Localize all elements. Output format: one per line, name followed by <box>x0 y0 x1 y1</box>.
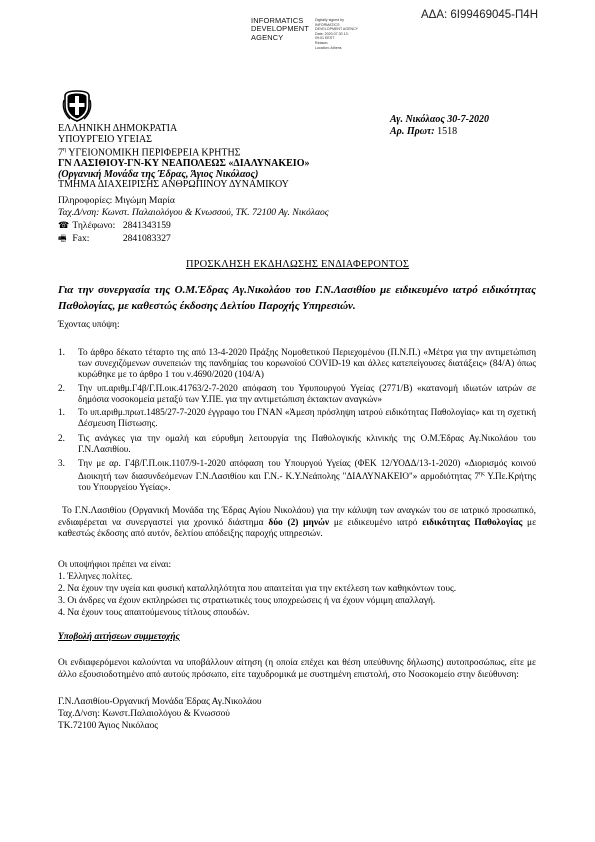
item-text-part: Την με αρ. Γ4β/Γ.Π.οικ.1107/9-1-2020 απόφαση του Υπουργού Υγείας (ΦΕΚ 12/ΥΟΔΔ/13-1-2020) «Διορισμός κοινού Διοικητή των διασυνδεόμενων Γ.Ν.Λασιθίου και Γ.Ν.- Κ.Υ.Νεάπολης "ΔΙΑΛΥΝΑΚΕΙΟ"» αρμοδιότητας 7 <box>78 458 536 482</box>
requirement-item: 3. Οι άνδρες να έχουν εκπληρώσει τις στρατιωτικές τους υποχρεώσεις ή να έχουν νόμιμη απαλλαγή. <box>58 596 436 606</box>
phone-row <box>58 219 329 232</box>
paragraph-text: με ειδικευμένο ιατρό <box>329 517 423 528</box>
duration: δύο (2) μηνών <box>268 517 330 528</box>
paragraph-text: με καθεστώς έκδοσης από αυτόν, δελτίου απόδειξης παροχής υπηρεσιών. <box>58 517 537 540</box>
item-number: 2. <box>58 433 65 443</box>
item-text <box>78 458 536 494</box>
item-number: 2. <box>58 383 65 393</box>
info-line: Πληροφορίες: Μιγώμη Μαρία <box>58 195 175 206</box>
signature-stamp <box>251 17 371 49</box>
address-line: Ταχ.Δ/νση: Κωνστ.Παλαιολόγου & Κνωσσού <box>58 709 230 719</box>
ordinal-suffix: ης <box>479 471 485 478</box>
document-title: ΠΡΟΣΚΛΗΣΗ ΕΚΔΗΛΩΣΗΣ ΕΝΔΙΑΦΕΡΟΝΤΟΣ <box>185 259 410 270</box>
list-item <box>58 407 536 429</box>
item-text: Το υπ.αριθμ.πρωτ.1485/27-7-2020 έγγραφο του ΓΝΑΝ «Άμεση πρόσληψη ιατρού ειδικότητας Παθολογίας» και τη σχετική Δέσμευση Πίστωσης. <box>78 407 536 429</box>
phone-number: 2841343159 <box>122 220 171 231</box>
ordinal-suffix: η <box>63 147 67 154</box>
item-text: Το άρθρο δέκατο τέταρτο της από 13-4-2020 Πράξης Νομοθετικού Περιεχομένου (Π.Ν.Π.) «Μέτρα για την αντιμετώπιση των συνεχιζόμενων συνεπειών της πανδημίας του κορωνοϊού COVID-19 και άλλες κατεπείγουσες διατάξεις» (84/Α) όπως κυρώθηκε με το άρθρο 1 του ν.4690/2020 (104/Α) <box>78 347 536 380</box>
date-block <box>390 114 489 138</box>
signature-line: Digitally signed by <box>315 18 344 22</box>
region-name: ΥΓΕΙΟΝΟΜΙΚΗ ΠΕΡΙΦΕΡΕΙΑ ΚΡΗΤΗΣ <box>66 147 241 159</box>
signature-details <box>315 18 358 50</box>
phone-label: Τηλέφωνο: <box>72 220 116 231</box>
item-text-part: Υ.Πε.Κρήτης του Υπουργείου Υγείας». <box>78 471 536 493</box>
item-number: 1. <box>58 347 65 357</box>
date-line: Αγ. Νικόλαος 30-7-2020 <box>390 114 489 125</box>
requirement-item: 1. Έλληνες πολίτες. <box>58 572 133 582</box>
agency-line: INFORMATICS <box>251 16 304 25</box>
address-line: Ταχ.Δ/νση: Κωνστ. Παλαιολόγου & Κνωσσού, ΤΚ. 72100 Αγ. Νικόλαος <box>58 207 329 218</box>
agency-line: AGENCY <box>251 32 284 42</box>
hospital-name: ΓΝ ΛΑΣΙΘΙΟΥ-ΓΝ-ΚΥ ΝΕΑΠΟΛΕΩΣ «ΔΙΑΛΥΝΑΚΕΙΟ» <box>58 158 310 170</box>
list-item <box>58 433 536 455</box>
header-line: ΕΛΛΗΝΙΚΗ ΔΗΜΟΚΡΑΤΙΑ <box>58 123 178 134</box>
requirement-item: 4. Να έχουν τους απαιτούμενους τίτλους σπουδών. <box>58 608 250 618</box>
paragraph-text: Το Γ.Ν.Λασιθίου (Οργανική Μονάδα της Έδρας Αγίου Νικολάου) για την κάλυψη των αναγκών του σε ιατρικό προσωπικό, ενδιαφέρεται να συνεργαστεί για χρονικό διάστημα <box>58 506 536 528</box>
applications-heading: Υποβολή αιτήσεων συμμετοχής <box>58 632 180 642</box>
signature-line: DEVELOPMENT AGENCY <box>315 27 359 32</box>
region-number: 7 <box>58 147 63 159</box>
unit-name: (Οργανική Μονάδα της Έδρας, Άγιος Νικόλαος) <box>58 168 259 180</box>
having-heading: Έχοντας υπόψη: <box>58 320 120 330</box>
signature-line: Date: 2020.07.30 13: <box>315 31 349 36</box>
fax-icon: 🖷 <box>58 233 67 243</box>
header-line <box>58 145 309 159</box>
signature-line: Reason: <box>315 40 329 45</box>
main-paragraph <box>58 506 536 541</box>
specialty: ειδικότητας Παθολογίας <box>422 517 523 528</box>
fax-row <box>58 232 329 245</box>
item-text: Τις ανάγκες για την ομαλή και εύρυθμη λειτουργία της Παθολογικής κλινικής της Ο.Μ.Έδρας Αγ.Νικολάου του Γ.Ν.Λασιθίου. <box>78 433 536 455</box>
list-item <box>58 458 536 494</box>
list-item <box>58 383 536 405</box>
signature-line: INFORMATICS <box>315 22 340 27</box>
letterhead <box>58 124 309 191</box>
phone-icon: ☎ <box>58 220 70 230</box>
department-name: ΤΜΗΜΑ ΔΙΑΧΕΙΡΙΣΗΣ ΑΝΘΡΩΠΙΝΟΥ ΔΥΝΑΜΙΚΟΥ <box>58 179 289 191</box>
signature-line: Location: Athens <box>315 45 342 50</box>
list-item <box>58 347 536 381</box>
protocol-number: 1518 <box>437 126 458 137</box>
ada-code: ΑΔΑ: 6Ι99469045-Π4Η <box>421 9 539 21</box>
address-line: ΤΚ.72100 Άγιος Νικόλαος <box>58 721 158 731</box>
header-line: ΥΠΟΥΡΓΕΙΟ ΥΓΕΙΑΣ <box>58 133 153 145</box>
item-number: 3. <box>58 458 65 468</box>
address-line: Γ.Ν.Λασιθίου-Οργανική Μονάδα Έδρας Αγ.Νικολάου <box>58 697 262 707</box>
item-text: Την υπ.αριθμ.Γ4β/Γ.Π.οικ.41763/2-7-2020 απόφαση του Υφυπουργού Υγείας (2771/Β) «κατανομή ιδιωτών ιατρών σε δημόσια νοσοκομεία μεταξύ των Υ.ΠΕ. για την αντιμετώπιση έκτακτων αναγκών» <box>78 383 536 405</box>
requirements-heading: Οι υποψήφιοι πρέπει να είναι: <box>58 560 172 570</box>
fax-label: Fax: <box>72 233 90 244</box>
contact-block <box>58 195 329 245</box>
signature-line: 09:01 EEST <box>315 36 335 41</box>
requirement-item: 2. Να έχουν την υγεία και φυσική καταλληλότητα που απαιτείται για την εκτέλεση των καθηκόντων τους. <box>58 584 457 594</box>
fax-number: 2841083327 <box>122 233 171 244</box>
agency-name <box>251 17 309 42</box>
protocol-line <box>390 126 489 138</box>
item-number: 1. <box>58 407 65 417</box>
agency-line: DEVELOPMENT <box>251 24 310 34</box>
greek-emblem-icon <box>62 90 92 122</box>
applications-text: Οι ενδιαφερόμενοι καλούνται να υποβάλλουν αίτηση (η οποία επέχει και θέση υπεύθυνης δήλωσης) αυτοπροσώπως, είτε με άλλο εξουσιοδοτημένο από αυτούς πρόσωπο, είτε ταχυδρομικά με συστημένη επιστολή, στο Νοσοκομείο στην διεύθυνση: <box>58 658 536 680</box>
protocol-label: Αρ. Πρωτ: <box>390 126 435 137</box>
subject-line: Για την συνεργασία της Ο.Μ.Έδρας Αγ.Νικολάου του Γ.Ν.Λασιθίου με ειδικευμένο ιατρό ειδικότητας Παθολογίας, με καθεστώς έκδοσης Δελτίου Παροχής Υπηρεσιών. <box>58 284 536 312</box>
